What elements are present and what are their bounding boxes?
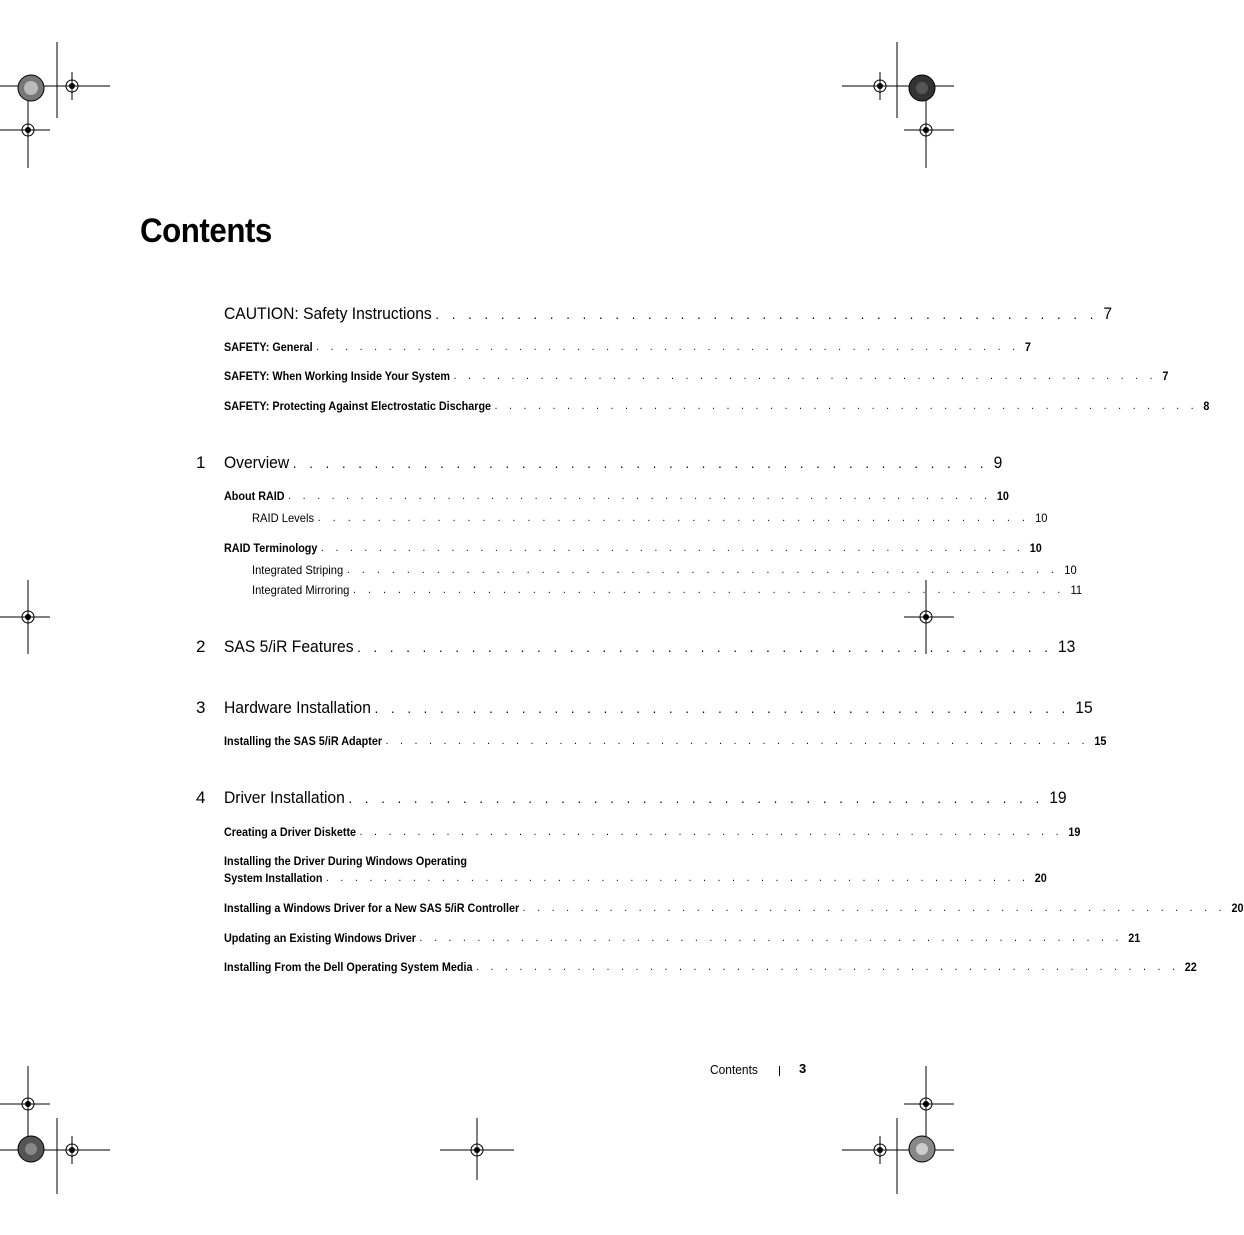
- toc-entry-label: Integrated Mirroring: [252, 583, 350, 597]
- leader-dots: . . . . . . . . . . . . . . . . . . . . . . . . . . . . . . . . . . . . . . . . . . .: [357, 639, 1053, 655]
- toc-entry-safety-esd[interactable]: [224, 399, 1210, 414]
- toc-entry-label: SAFETY: When Working Inside Your System: [224, 369, 451, 383]
- toc-entry-page: 20: [1034, 871, 1047, 885]
- leader-dots: . . . . . . . . . . . . . . . . . . . . . . . . . . . . . . . . . . . . . . . . . . . . . . . . .: [321, 542, 1025, 554]
- toc-entry-page: 15: [1075, 698, 1093, 717]
- toc-entry-page: 15: [1094, 734, 1107, 748]
- toc-entry-caution[interactable]: [224, 304, 1113, 324]
- toc-entry-page: 7: [1103, 304, 1113, 323]
- toc-entry-overview[interactable]: [224, 453, 1003, 473]
- toc-entry-integrated-mirroring[interactable]: [252, 583, 1083, 598]
- toc-entry-label: Overview: [224, 453, 290, 472]
- toc-entry-page: 10: [1035, 511, 1048, 525]
- toc-entry-page: 10: [1029, 541, 1042, 555]
- toc-entry-label: CAUTION: Safety Instructions: [224, 304, 432, 323]
- toc-entry-page: 10: [1064, 563, 1077, 577]
- toc-entry-page: 11: [1070, 583, 1083, 597]
- leader-dots: . . . . . . . . . . . . . . . . . . . . . . . . . . . . . . . . . . . . . . . . . . . . . . . . .: [359, 826, 1063, 838]
- toc-entry-safety-general[interactable]: [224, 340, 1031, 355]
- footer-separator: [779, 1066, 780, 1076]
- toc-entry-label-line1[interactable]: Installing the Driver During Windows Operating: [224, 854, 467, 868]
- leader-dots: . . . . . . . . . . . . . . . . . . . . . . . . . . . . . . . . . . . . . . . . . . .: [348, 790, 1044, 806]
- footer-page-number: 3: [799, 1061, 807, 1076]
- toc-entry-label: Hardware Installation: [224, 698, 371, 717]
- toc-entry-creating-diskette[interactable]: [224, 825, 1081, 840]
- toc-entry-page: 19: [1049, 788, 1067, 807]
- toc-entry-label: SAS 5/iR Features: [224, 637, 354, 656]
- toc-entry-label: Integrated Striping: [252, 563, 344, 577]
- toc-entry-raid-terminology[interactable]: [224, 541, 1042, 556]
- leader-dots: . . . . . . . . . . . . . . . . . . . . . . . . . . . . . . . . . . . . . . . . . . . . . . . .: [346, 564, 1059, 576]
- toc-entry-page: 9: [993, 453, 1003, 472]
- leader-dots: . . . . . . . . . . . . . . . . . . . . . . . . . . . . . . . . . . . . . . . . . . .: [292, 455, 989, 471]
- toc-entry-installing-new-controller[interactable]: [224, 901, 1244, 916]
- toc-entry-page: 19: [1068, 825, 1081, 839]
- toc-entry-label: Installing From the Dell Operating System Media: [224, 960, 473, 974]
- leader-dots: . . . . . . . . . . . . . . . . . . . . . . . . . . . . . . . . . . . . . . . . . . . . . . . .: [317, 512, 1030, 524]
- toc-entry-label: Installing a Windows Driver for a New SAS 5/iR Controller: [224, 901, 520, 915]
- toc-entry-label: Installing the SAS 5/iR Adapter: [224, 734, 383, 748]
- leader-dots: . . . . . . . . . . . . . . . . . . . . . . . . . . . . . . . . . . . . . . . . . . . . . . . . .: [453, 370, 1157, 382]
- leader-dots: . . . . . . . . . . . . . . . . . . . . . . . . . . . . . . . . . . . . . . . . . . . . . . . . .: [476, 961, 1180, 973]
- toc-entry-updating-driver[interactable]: [224, 931, 1141, 946]
- toc-entry-label: About RAID: [224, 489, 285, 503]
- chapter-number: 1: [196, 453, 206, 472]
- toc-entry-page: 22: [1184, 960, 1197, 974]
- toc-entry-page: 8: [1203, 399, 1210, 413]
- toc-entry-label: SAFETY: Protecting Against Electrostatic Discharge: [224, 399, 492, 413]
- toc-entry-installing-from-media[interactable]: [224, 960, 1197, 975]
- toc-entry-about-raid[interactable]: [224, 489, 1009, 504]
- chapter-number: 3: [196, 698, 206, 717]
- toc-entry-page: 21: [1128, 931, 1141, 945]
- toc-entry-sas-features[interactable]: [224, 637, 1076, 657]
- leader-dots: . . . . . . . . . . . . . . . . . . . . . . . . . . . . . . . . . . . . . . . . . . . . . . . .: [353, 584, 1065, 596]
- leader-dots: . . . . . . . . . . . . . . . . . . . . . . . . . . . . . . . . . . . . . . . . . . . . . . . . .: [419, 932, 1123, 944]
- leader-dots: . . . . . . . . . . . . . . . . . . . . . . . . . . . . . . . . . . . . . . . . . . . . . . . . .: [288, 490, 992, 502]
- leader-dots: . . . . . . . . . . . . . . . . . . . . . . . . . . . . . . . . . . . . . . . . . . . . . . . . .: [494, 400, 1198, 412]
- toc-entry-installing-adapter[interactable]: [224, 734, 1107, 749]
- footer-section-label: Contents: [710, 1062, 758, 1077]
- toc-entry-page: 7: [1162, 369, 1169, 383]
- toc-entry-label: SAFETY: General: [224, 340, 313, 354]
- toc-entry-page: 20: [1231, 901, 1244, 915]
- toc-entry-safety-inside[interactable]: [224, 369, 1169, 384]
- toc-entry-raid-levels[interactable]: [252, 511, 1048, 526]
- chapter-number: 2: [196, 637, 206, 656]
- toc-entry-label: RAID Levels: [252, 511, 315, 525]
- toc-entry-label: System Installation: [224, 871, 323, 885]
- toc-entry-page: 13: [1057, 637, 1076, 656]
- toc-entry-integrated-striping[interactable]: [252, 563, 1077, 578]
- toc-entry-label: Updating an Existing Windows Driver: [224, 931, 416, 945]
- toc-entry-label: RAID Terminology: [224, 541, 318, 555]
- chapter-number: 4: [196, 788, 206, 807]
- toc-entry-label: Driver Installation: [224, 788, 345, 807]
- leader-dots: . . . . . . . . . . . . . . . . . . . . . . . . . . . . . . . . . . . . . . . . . . . . . . . . .: [326, 872, 1030, 884]
- leader-dots: . . . . . . . . . . . . . . . . . . . . . . . . . . . . . . . . . . . . . . . . .: [435, 306, 1098, 322]
- toc-entry-page: 10: [996, 489, 1009, 503]
- toc-entry-page: 7: [1024, 340, 1031, 354]
- toc-entry-driver-installation[interactable]: [224, 788, 1067, 808]
- leader-dots: . . . . . . . . . . . . . . . . . . . . . . . . . . . . . . . . . . . . . . . . . . .: [374, 700, 1070, 716]
- toc-entry-hardware-installation[interactable]: [224, 698, 1093, 718]
- leader-dots: . . . . . . . . . . . . . . . . . . . . . . . . . . . . . . . . . . . . . . . . . . . . . . . . .: [522, 902, 1227, 914]
- page-title: Contents: [140, 212, 272, 250]
- toc-entry-label: Creating a Driver Diskette: [224, 825, 357, 839]
- toc-entry-installing-during-os[interactable]: [224, 871, 1047, 886]
- leader-dots: . . . . . . . . . . . . . . . . . . . . . . . . . . . . . . . . . . . . . . . . . . . . . . . . .: [385, 735, 1089, 747]
- leader-dots: . . . . . . . . . . . . . . . . . . . . . . . . . . . . . . . . . . . . . . . . . . . . . . . . .: [316, 341, 1020, 353]
